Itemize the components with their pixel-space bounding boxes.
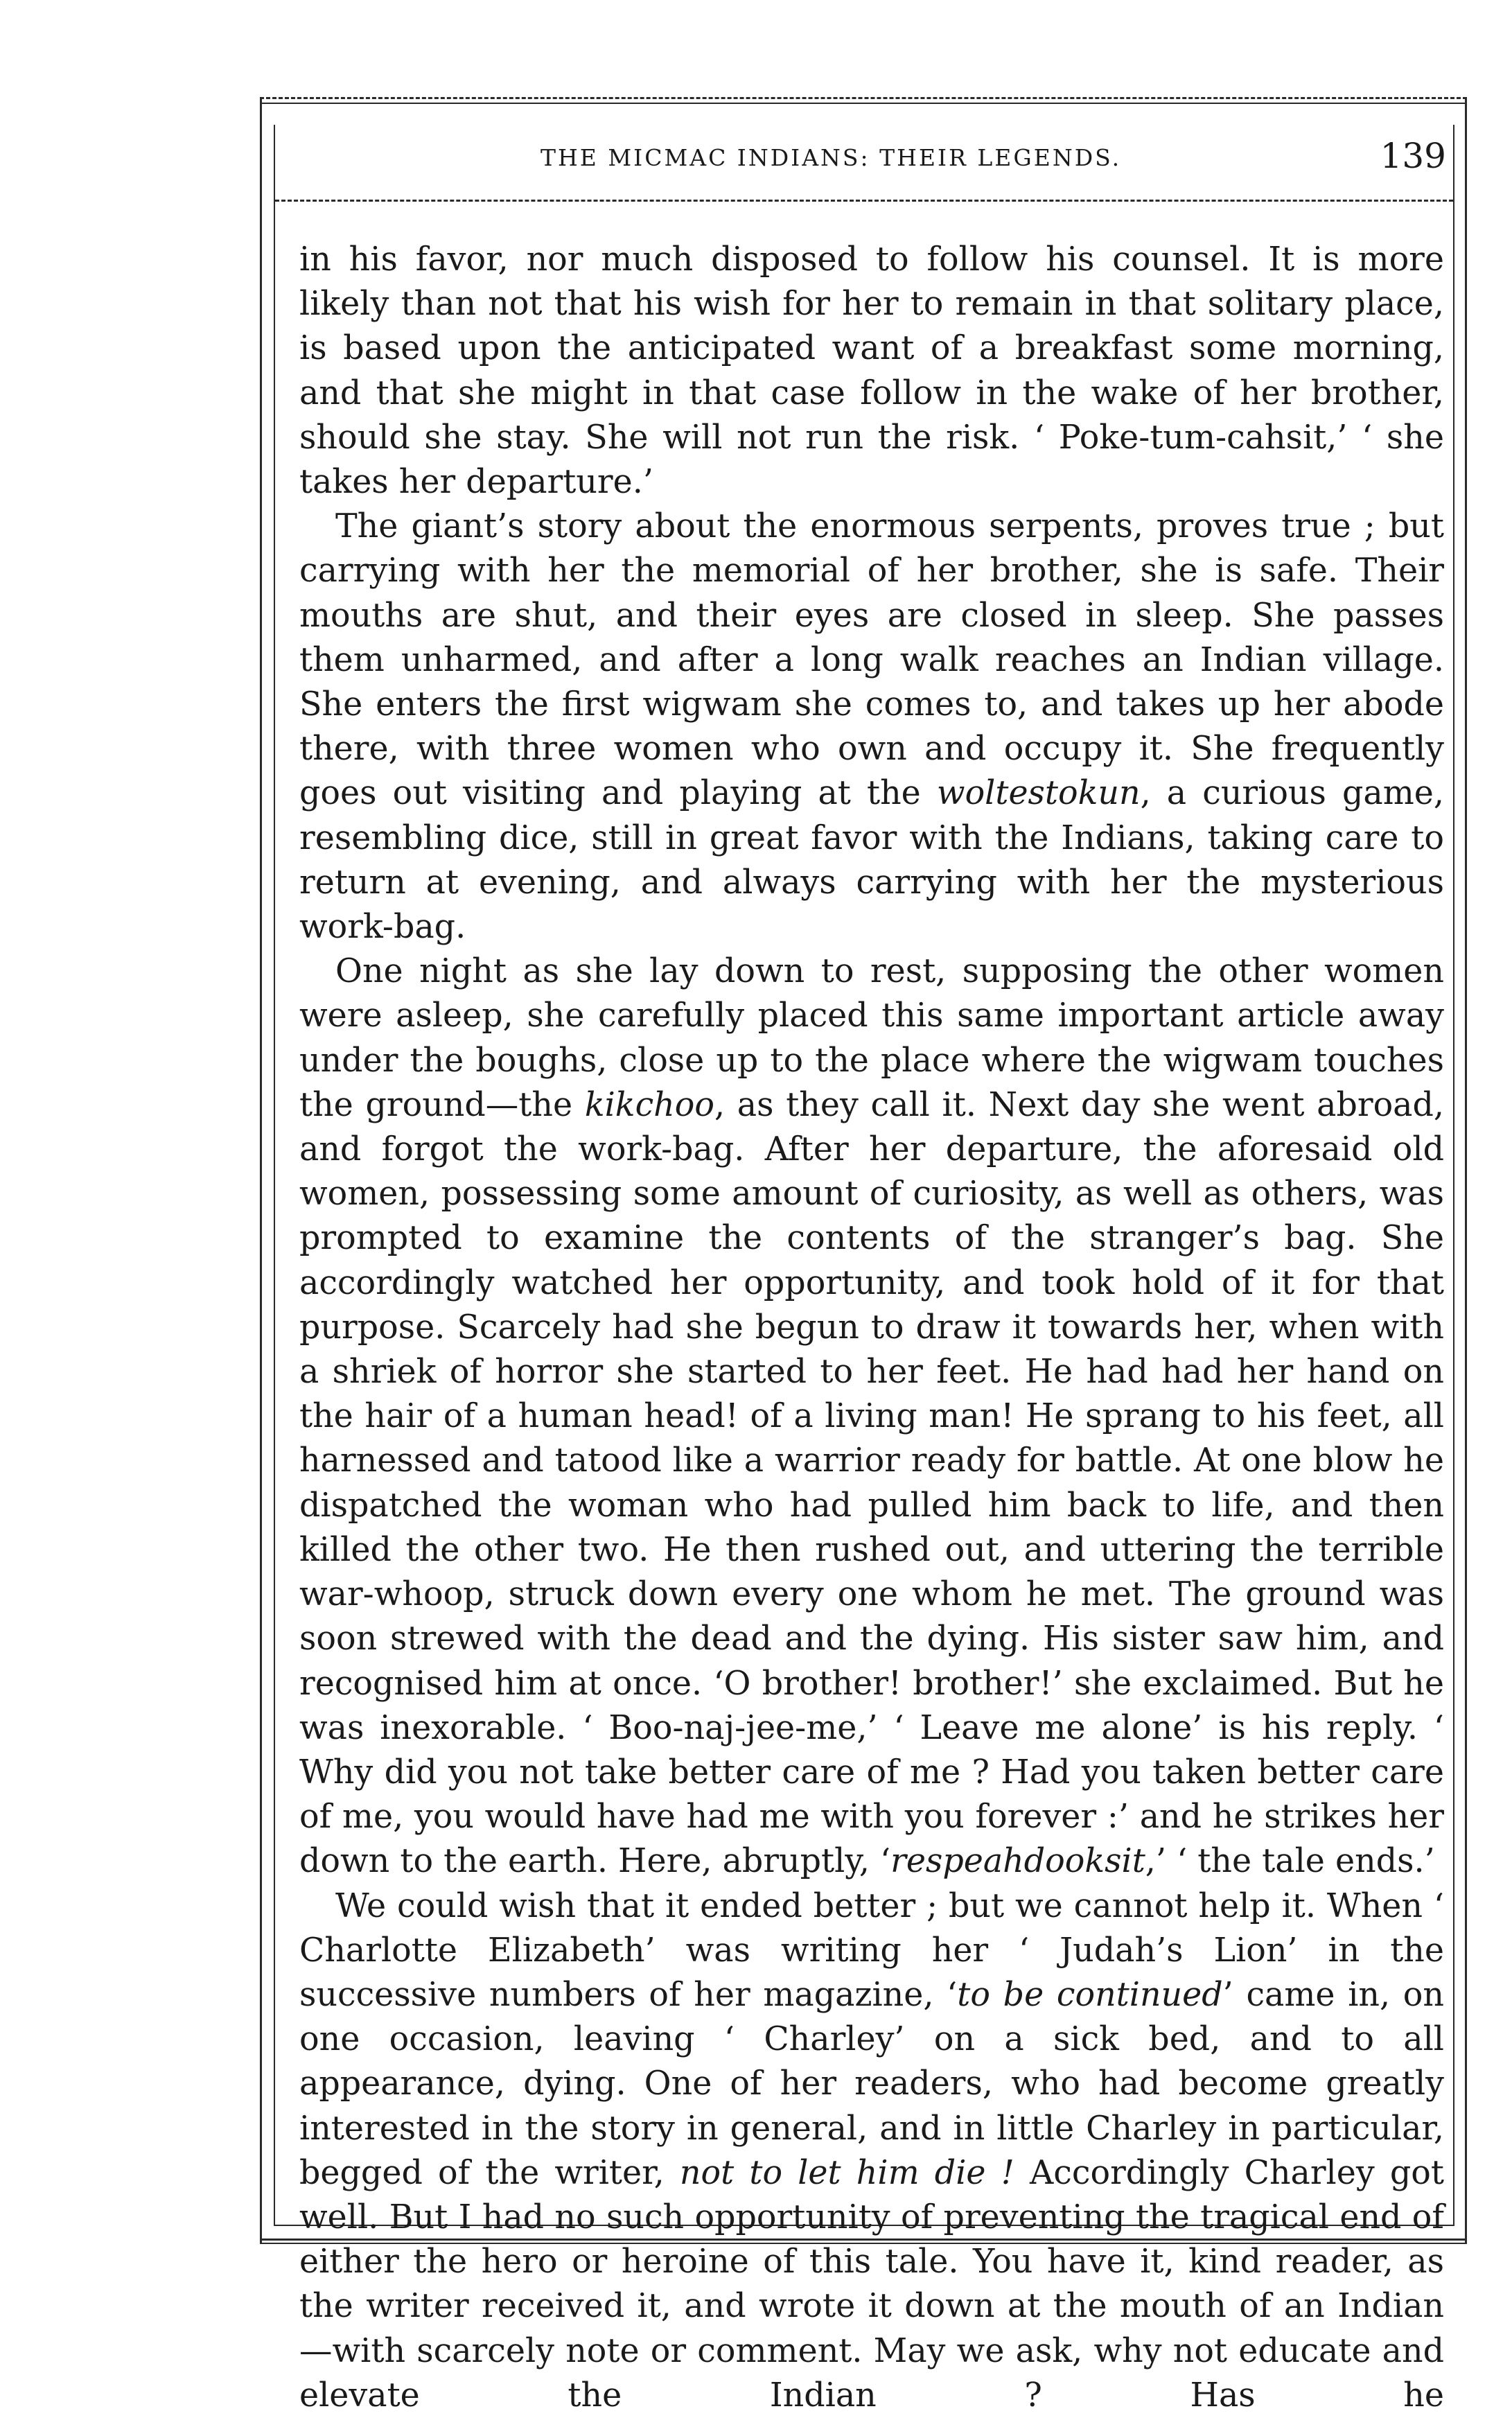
- paragraph: [299, 1884, 1444, 2418]
- text-run: We could wish that it ended better ; but we cannot help it. When ‘ Charlotte Elizabeth’ was writing her ‘ Judah’s Lion’ in the successive numbers of her magazine, ‘: [299, 1886, 1444, 2014]
- right-border: [1465, 97, 1467, 2244]
- text-run: in his favor, nor much disposed to follow his counsel. It is more likely than not that his wish for her to remain in that solitary place, is based upon the anticipated want of a breakfast some morning, and that she might in that case follow in the wake of her brother, should she stay. She will not run the risk. ‘ Poke-tum-cahsit,’ ‘ she takes her departure.’: [299, 240, 1444, 502]
- left-inner-border: [274, 125, 275, 2225]
- paragraph: [299, 505, 1444, 949]
- text-run: ’ came in, on one occasion, leaving ‘ Charley’ on a sick bed, and to all appearance, dying. One of her readers, who had become greatly interested in the story in general, and in little Charley in particular, begged of the writer,: [299, 1975, 1444, 2192]
- italic-text: kikchoo: [584, 1085, 714, 1124]
- paragraph: [299, 238, 1444, 505]
- body-text: [299, 238, 1444, 2418]
- text-run: One night as she lay down to rest, supposing the other women were asleep, she carefully placed this same important article away under the boughs, close up to the place where the wigwam touches the ground—the: [299, 952, 1444, 1124]
- header-dashed-rule: [275, 200, 1453, 202]
- italic-text: woltestokun: [936, 774, 1141, 813]
- italic-text: to be continued: [957, 1975, 1223, 2014]
- left-border: [260, 97, 262, 2244]
- text-run: , as they call it. Next day she went abroad, and forgot the work-bag. After her departure, the aforesaid old women, possessing some amount of curiosity, as well as others, was prompted to examine the contents of the stranger’s bag. She accordingly watched her opportunity, and took hold of it for that purpose. Scarcely had she begun to draw it towards her, when with a shriek of horror she started to her feet. He had had her hand on the hair of a human head! of a living man! He sprang to his feet, all harnessed and tatood like a warrior ready for battle. At one blow he dispatched the woman who had pulled him back to life, and then killed the other two. He then rushed out, and uttering the terrible war-whoop, struck down every one whom he met. The ground was soon strewed with the dead and the dying. His sister saw him, and recognised him at once. ‘O brother! brother!’ she exclaimed. But he was inexorable. ‘ Boo-naj-jee-me,’ ‘ Leave me alone’ is his reply. ‘ Why did you not take better care of me ? Had you taken better care of me, you would have had me with you forever :’ and he strikes her down to the earth. Here, abruptly, ‘: [299, 1085, 1444, 1881]
- paragraph: [299, 949, 1444, 1884]
- text-run: ,’ ‘ the tale ends.’: [1145, 1842, 1435, 1881]
- right-inner-border: [1453, 125, 1454, 2225]
- top-dashed-rule: [260, 97, 1467, 99]
- running-title: THE MICMAC INDIANS: THEIR LEGENDS.: [540, 144, 1122, 171]
- text-run: , a curious game, resembling dice, still in great favor with the Indians, taking care to return at evening, and always carrying with her the mysterious work-bag.: [299, 774, 1444, 947]
- page-header: [291, 136, 1466, 184]
- text-run: Accordingly Charley got well. But I had no such opportunity of preventing the tragical end of either the hero or heroine of this tale. You have it, kind reader, as the writer received it, and wrote it down at the mouth of an Indian—with scarcely note or comment. May we ask, why not educate and elevate the Indian ? Has he: [299, 2153, 1444, 2415]
- page-number: 139: [1380, 136, 1446, 176]
- top-rule: [260, 103, 1467, 104]
- italic-text: not to let him die !: [679, 2153, 1014, 2192]
- italic-text: respeahdooksit: [890, 1842, 1145, 1881]
- text-run: The giant’s story about the enormous serpents, proves true ; but carrying with her the memorial of her brother, she is safe. Their mouths are shut, and their eyes are closed in sleep. She passes them unharmed, and after a long walk reaches an Indian village. She enters the first wigwam she comes to, and takes up her abode there, with three women who own and occupy it. She frequently goes out visiting and playing at the: [299, 507, 1444, 813]
